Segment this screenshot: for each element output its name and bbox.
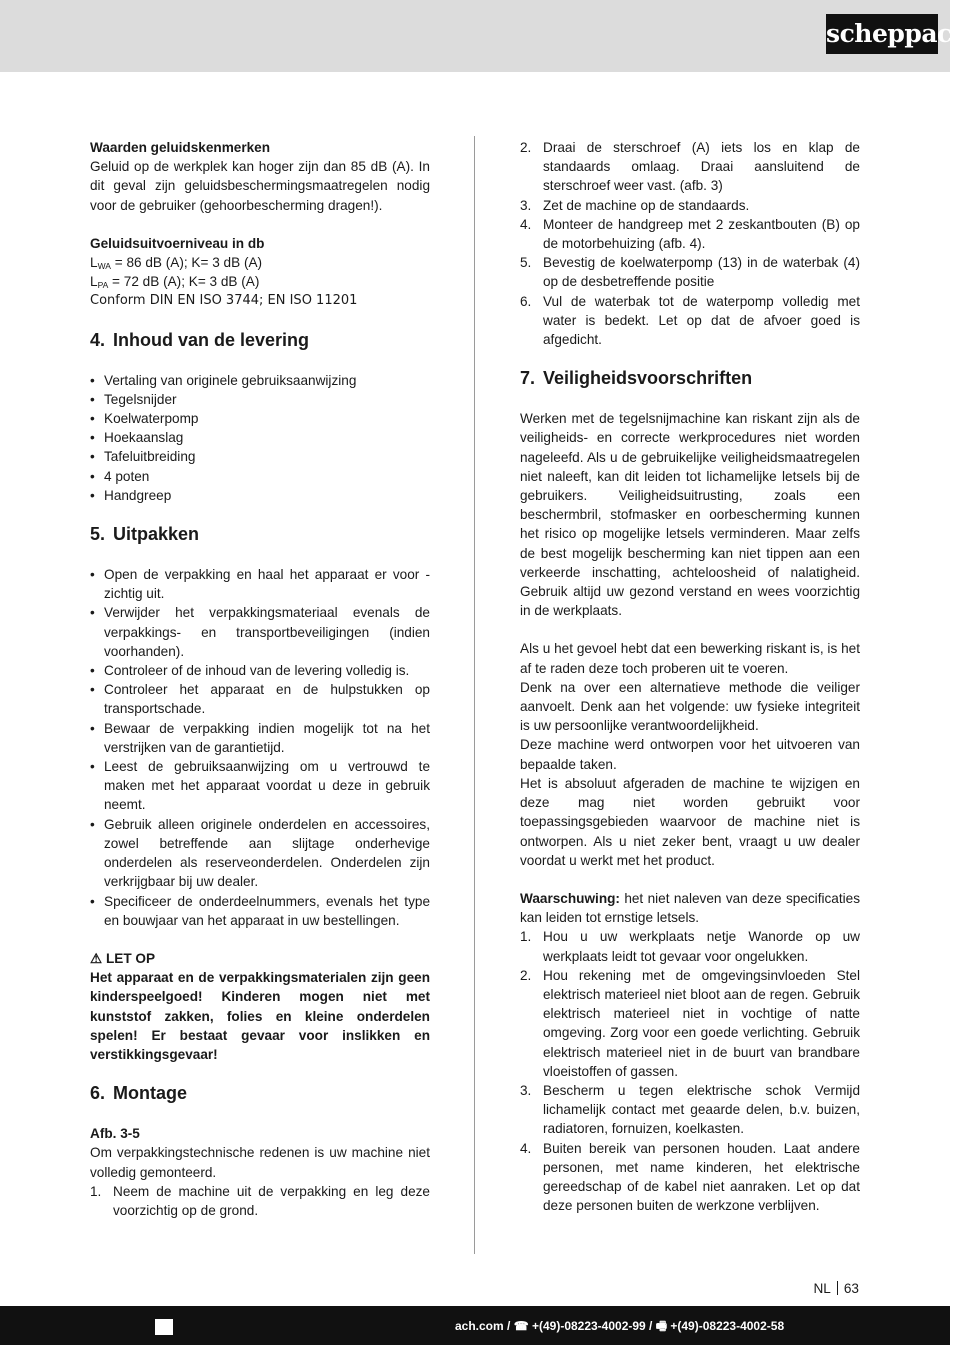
list-item: • Specificeer de onderdeelnummers, evenals het type en bouwjaar van het apparaat in uw bestellingen. bbox=[90, 892, 430, 930]
level-title: Geluidsuitvoerniveau in db bbox=[90, 235, 265, 251]
safety-rules bbox=[520, 927, 860, 1215]
list-item: • Koelwaterpomp bbox=[90, 409, 430, 428]
list-item: • Verwijder het verpakkingsmateriaal evenals de verpakkings- en transportbeveiligingen (indien voorhanden). bbox=[90, 603, 430, 661]
list-item: • Handgreep bbox=[90, 486, 430, 505]
list-item: • Bewaar de verpakking indien mogelijk tot na het verstrijken van de garantietijd. bbox=[90, 719, 430, 757]
warning-paragraph: Waarschuwing: het niet naleven van deze specificaties kan leiden tot ernstige letsels. bbox=[520, 890, 860, 926]
footer-contact: ach.com / ☎ +(49)-08223-4002-99 / 🖷 +(49)-08223-4002-58 bbox=[455, 1319, 785, 1333]
caution-heading: ⚠ LET OP bbox=[90, 950, 156, 966]
section-7-heading: 7. Veiligheidsvoorschriften bbox=[520, 368, 753, 389]
list-item: • Vertaling van originele gebruiksaanwijzing bbox=[90, 371, 430, 390]
list-item: • Hoekaanslag bbox=[90, 428, 430, 447]
section-5-heading: 5. Uitpakken bbox=[90, 524, 200, 545]
delivery-list bbox=[90, 371, 430, 505]
column-divider bbox=[474, 136, 475, 1254]
list-item: • Controleer het apparaat en de hulpstukken op transportschade. bbox=[90, 680, 430, 718]
list-item: • Gebruik alleen originele onderdelen en accessoires, zowel betreffende aan slijtage onderhevige onderdelen als reserveonderdelen. Onderdelen zijn verkrijgbaar bij uw dealer. bbox=[90, 815, 430, 892]
list-item: 5. Bevestig de koelwaterpomp (13) in de waterbak (4) op de desbetreffende positie bbox=[520, 255, 860, 290]
list-item: • Tafeluitbreiding bbox=[90, 447, 430, 466]
list-item: 3. Zet de machine op de standaards. bbox=[520, 197, 750, 213]
montage-steps bbox=[520, 138, 860, 349]
noise-text: Geluid op de werkplek kan hoger zijn dan 85 dB (A). In dit geval zijn geluidsbeschermingsmaatregelen nodig voor de gebruiker (gehoorbescherming dragen!). bbox=[90, 159, 430, 213]
noise-title: Waarden geluidskenmerken bbox=[90, 140, 271, 155]
page-number: NL 63 bbox=[813, 1281, 859, 1296]
list-item: 2. Hou rekening met de omgevingsinvloeden Stel elektrisch materieel niet bloot aan de regen. Gebruik elektrisch materieel niet in vochtige of natte omgeving. Zorg voor een goede verlichting. Gebruik elektrisch materieel niet in de buurt van brandbare vloeistoffen of gassen. bbox=[520, 967, 860, 1079]
list-item: 1. Hou u uw werkplaats netje Wanorde op uw werkplaats leidt tot gevaar voor ongelukken. bbox=[520, 929, 860, 964]
section-4-heading: 4. Inhoud van de levering bbox=[90, 329, 310, 350]
figure-ref: Afb. 3-5 bbox=[90, 1126, 140, 1142]
right-column bbox=[520, 138, 860, 1215]
montage-list bbox=[90, 1182, 430, 1220]
lwa-line: $L_{WA} = 86$ dB (A); K= 3 dB (A) bbox=[90, 255, 263, 272]
list-item: 3. Bescherm u tegen elektrische schok Vermijd lichamelijk contact met geaarde delen, b.v. buizen, radiatoren, fornuizen, koelkasten. bbox=[520, 1082, 860, 1137]
list-item: 2. Draai de sterschroef (A) iets los en klap de standaards omlaag. Draai aansluitend de sterschroef weer vast. (afb. 3) bbox=[520, 140, 860, 194]
list-item: • Open de verpakking en haal het apparaat er voor - zichtig uit. bbox=[90, 565, 430, 603]
safety-paragraph: Denk na over een alternatieve methode die veiliger aanvoelt. Denk aan het volgende: uw fysieke integriteit is uw persoonlijke verantwoordelijkheid. bbox=[520, 679, 860, 734]
footer-redacted-block bbox=[155, 1316, 455, 1338]
list-item: • 4 poten bbox=[90, 467, 430, 486]
unpack-list bbox=[90, 565, 430, 930]
lpa-line: $L_{PA} = 72$ dB (A); K= 3 dB (A) bbox=[90, 274, 260, 291]
safety-paragraph: Als u het gevoel hebt dat een bewerking riskant is, is het af te raden deze toch proberen uit te voeren. bbox=[520, 641, 860, 676]
list-item: • Controleer of de inhoud van de levering volledig is. bbox=[90, 661, 430, 680]
conform-line: Conform DIN EN ISO 3744; EN ISO 11201 bbox=[90, 293, 358, 309]
warning-triangle-icon: ⚠ bbox=[90, 950, 103, 966]
list-item: • Tegelsnijder bbox=[90, 390, 430, 409]
list-item: • Leest de gebruiksaanwijzing om u vertrouwd te maken met het apparaat voordat u deze in gebruik neemt. bbox=[90, 757, 430, 815]
safety-paragraph: Het is absoluut afgeraden de machine te wijzigen en deze mag niet worden gebruikt voor toepassingsgebieden waarvoor de machine niet is ontworpen. Als u niet zeker bent, vraagt u uw dealer voordat u werkt met het product. bbox=[520, 775, 860, 868]
caution-text: Het apparaat en de verpakkingsmaterialen zijn geen kinderspeelgoed! Kinderen mogen niet met kunststof zakken, folies en kleine onderdelen spelen! Er bestaat gevaar voor inslikken en verstikkingsgevaar! bbox=[90, 970, 430, 1062]
list-item: 1. Neem de machine uit de verpakking en leg deze voorzichtig op de grond. bbox=[90, 1183, 430, 1218]
safety-paragraph: Deze machine werd ontworpen voor het uitvoeren van bepaalde taken. bbox=[520, 737, 860, 772]
safety-paragraph: Werken met de tegelsnijmachine kan riskant zijn als de veiligheids- en correcte werkprocedures niet worden nageleefd. Als u de gebruikelijke veiligheidsmaatregelen niet naleeft, kan dit leiden tot lichamelijke letsels bij de gebruikers. Veiligheidsuitrusting, zoals een beschermbril, stofmasker en oorbescherming kunnen het risico op mogelijke letsels verminderen. Maar zelfs de best mogelijk bescherming kan niet tippen aan een verkeerde inschatting, achteloosheid of nalatigheid. Gebruik altijd uw gezond verstand en wees voorzichtig in de werkplaats. bbox=[520, 411, 860, 619]
list-item: 4. Monteer de handgreep met 2 zeskantbouten (B) op de motorbehuizing (afb. 4). bbox=[520, 216, 860, 252]
section-6-heading: 6. Montage bbox=[90, 1083, 188, 1104]
footer-bar bbox=[0, 1306, 950, 1345]
left-column bbox=[90, 138, 430, 1220]
list-item: 4. Buiten bereik van personen houden. Laat andere personen, met name kinderen, het elektrische gereedschap of de kabel niet aanraken. Let op dat deze personen buiten de werkzone verblijven. bbox=[520, 1140, 860, 1214]
brand-logo: scheppach bbox=[826, 14, 938, 54]
list-item: 6. Vul de waterbak tot de waterpomp volledig met water is bedekt. Let op dat de afvoer goed is afgedicht. bbox=[520, 293, 860, 348]
montage-text: Om verpakkingstechnische redenen is uw machine niet volledig gemonteerd. bbox=[90, 1145, 430, 1180]
header-bar bbox=[0, 0, 969, 72]
